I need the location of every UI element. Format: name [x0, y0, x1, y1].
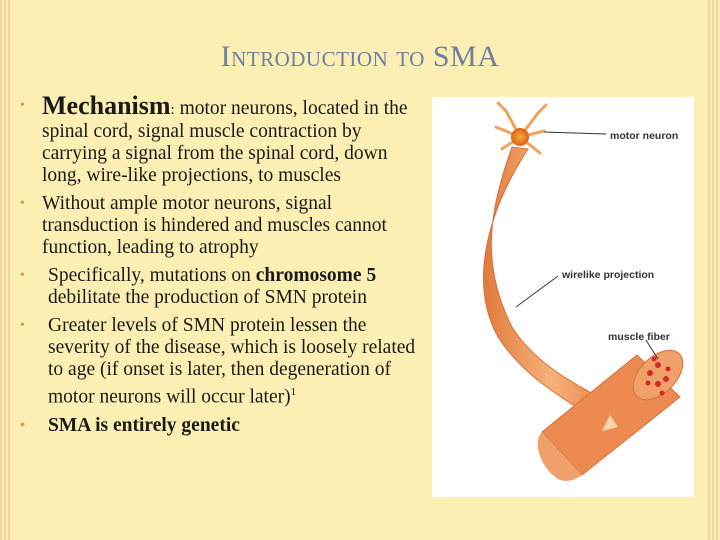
neuron-cell-body — [511, 128, 529, 146]
chromosome-bold: chromosome 5 — [255, 265, 377, 286]
label-muscle-fiber: muscle fiber — [608, 331, 670, 343]
slide-title: Introduction to SMA — [220, 40, 500, 73]
footnote-marker: 1 — [290, 386, 297, 398]
mechanism-colon: : — [170, 102, 175, 118]
left-border-decoration — [0, 0, 12, 540]
motor-neuron-pointer — [544, 132, 606, 134]
bullet-genetic: • SMA is entirely genetic — [20, 415, 430, 437]
chromosome-text-post: debilitate the production of SMN protein — [48, 287, 367, 308]
bullet-smn-protein — [20, 315, 430, 409]
right-border-decoration — [708, 0, 720, 540]
bullet-list — [20, 91, 430, 443]
smn-text: Greater levels of SMN protein lessen the severity of the disease, which is loosely related to age (if onset is later, then degeneration of motor neurons will occur later) — [48, 315, 416, 408]
bullet-mechanism — [20, 91, 430, 187]
muscle-fiber — [538, 341, 692, 481]
motor-neuron-illustration — [432, 97, 694, 497]
chromosome-text-pre: Specifically, mutations on — [48, 265, 256, 286]
mechanism-text: motor neurons, located in the spinal cord, signal muscle contraction by carrying a signal from the spinal cord, down long, wire-like projections, to muscles — [42, 98, 408, 186]
motor-neuron-figure — [432, 97, 694, 497]
label-wirelike-projection: wirelike projection — [562, 269, 655, 281]
bullet-motor-neurons: • Without ample motor neurons, signal transduction is hindered and muscles cannot function, leading to atrophy — [20, 193, 430, 259]
wirelike-pointer — [516, 276, 558, 307]
label-motor-neuron: motor neuron — [610, 130, 679, 142]
bullet-chromosome — [20, 265, 430, 309]
mechanism-heading: Mechanism — [42, 91, 171, 120]
